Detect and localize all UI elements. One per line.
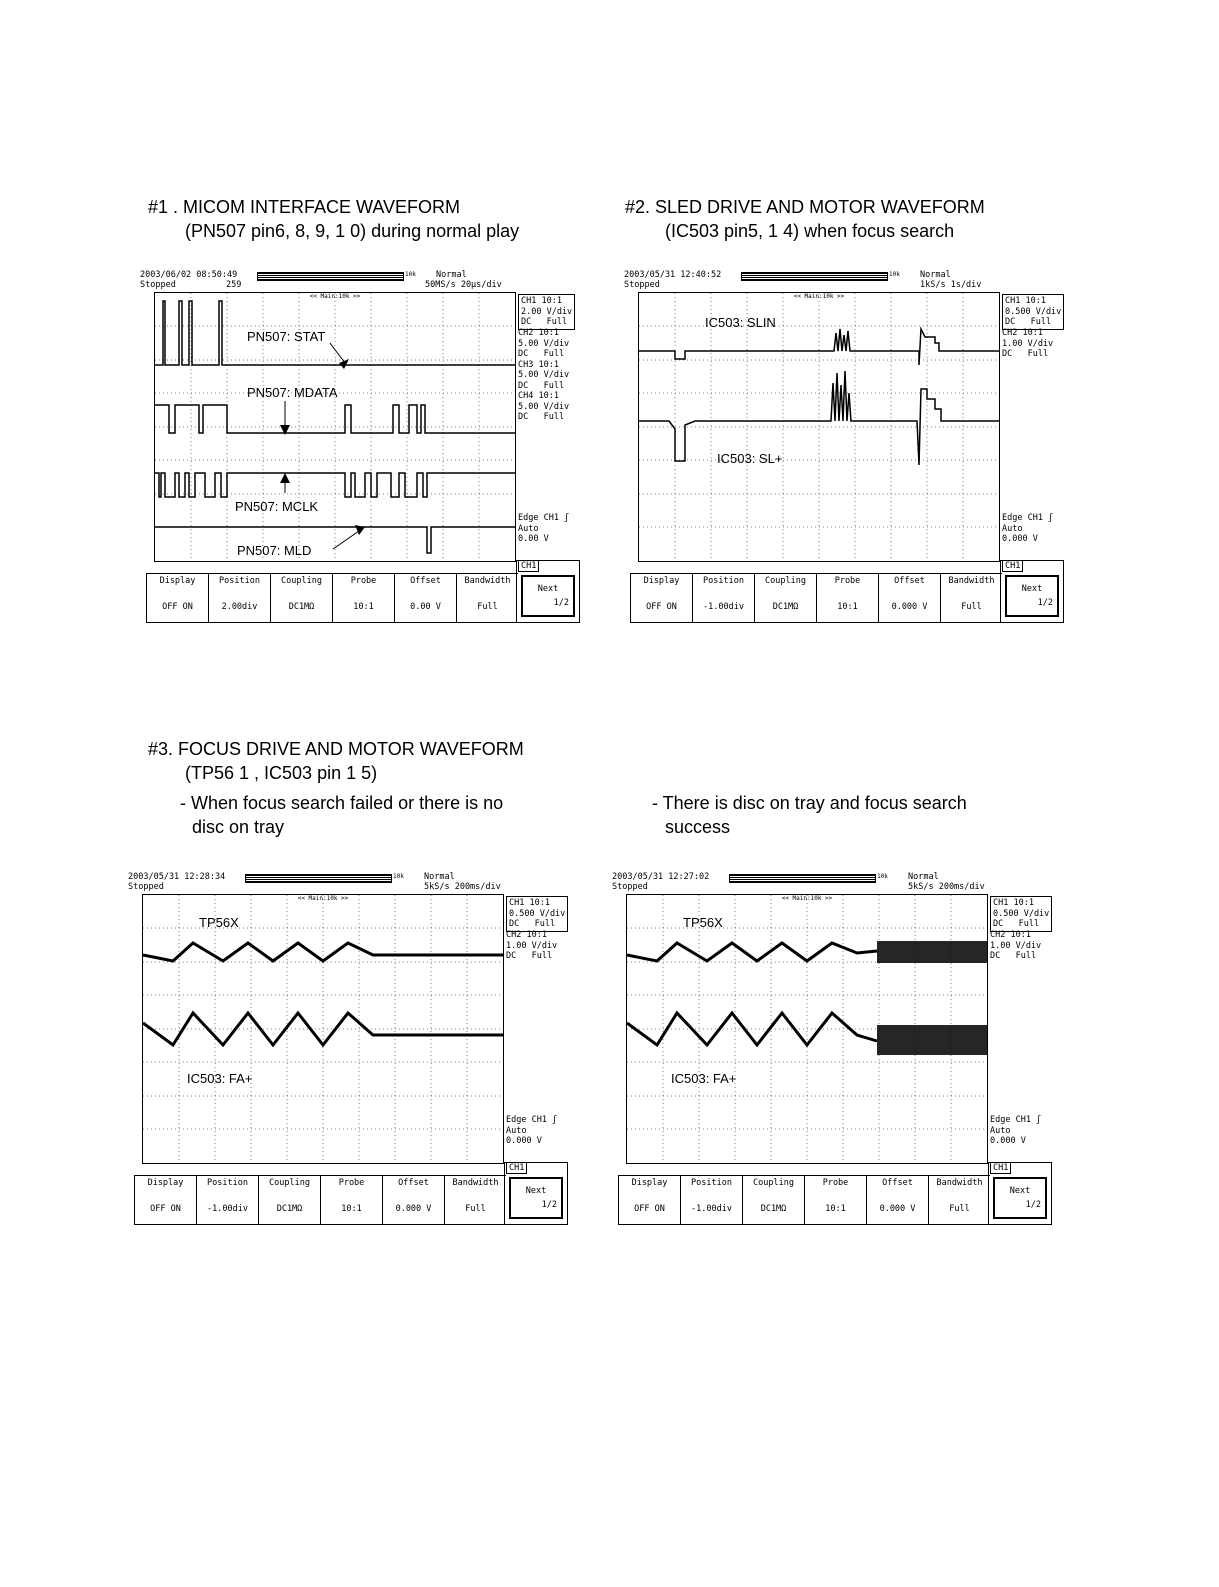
trigger-mode: Normal	[908, 872, 939, 882]
acq-status: Stopped	[624, 280, 660, 290]
softkey-title: Coupling	[281, 576, 322, 586]
memory-bar	[257, 272, 404, 281]
next-label: Next	[537, 584, 559, 594]
noise-band-ch2	[877, 1025, 987, 1055]
next-menu-button[interactable]	[1000, 560, 1064, 623]
softkey-coupling[interactable]	[742, 1176, 804, 1224]
softkey-row	[618, 1175, 990, 1225]
waveform-plot	[143, 895, 503, 1163]
waveform-plot	[639, 293, 999, 561]
softkey-value: -1.00div	[703, 602, 744, 612]
softkey-row	[134, 1175, 506, 1225]
softkey-title: Bandwidth	[948, 576, 995, 586]
ch1-settings: CH1 10:1 2.00 V/div DC Full	[518, 294, 575, 330]
trigger-settings: Edge CH1 ʃ Auto 0.000 V	[506, 1115, 558, 1146]
softkey-value: DC1MΩ	[760, 1204, 787, 1214]
waveform-grid	[626, 894, 988, 1164]
softkey-value: -1.00div	[207, 1204, 248, 1214]
memory-size: 10k	[393, 873, 404, 880]
softkey-title: Probe	[822, 1178, 849, 1188]
softkey-position[interactable]	[196, 1176, 258, 1224]
softkey-value: OFF ON	[162, 602, 193, 612]
softkey-title: Probe	[338, 1178, 365, 1188]
next-channel-tag: CH1	[506, 1162, 527, 1174]
scope-screenshot-3	[128, 872, 568, 1227]
softkey-probe[interactable]	[332, 574, 394, 622]
softkey-bandwidth[interactable]	[456, 574, 518, 622]
softkey-value: 10:1	[825, 1204, 846, 1214]
softkey-offset[interactable]	[878, 574, 940, 622]
next-label: Next	[1021, 584, 1043, 594]
softkey-value: 0.00 V	[410, 602, 441, 612]
softkey-display[interactable]	[134, 1176, 196, 1224]
softkey-title: Offset	[882, 1178, 913, 1188]
main-zoom-label: << Main:10k >>	[309, 293, 361, 300]
section-1-subtitle: (PN507 pin6, 8, 9, 1 0) during normal play	[185, 221, 520, 241]
trigger-settings: Edge CH1 ʃ Auto 0.00 V	[518, 513, 570, 544]
softkey-title: Position	[207, 1178, 248, 1188]
softkey-offset[interactable]	[866, 1176, 928, 1224]
scope-screenshot-1	[140, 270, 580, 625]
softkey-display[interactable]	[618, 1176, 680, 1224]
softkey-value: 2.00div	[221, 602, 258, 612]
softkey-value: Full	[949, 1204, 970, 1214]
ch1-settings: CH1 10:1 0.500 V/div DC Full	[506, 896, 568, 932]
section-3a-caption-line1: - When focus search failed or there is no	[180, 793, 504, 813]
softkey-probe[interactable]	[320, 1176, 382, 1224]
softkey-display[interactable]	[146, 574, 208, 622]
softkey-value: -1.00div	[691, 1204, 732, 1214]
timestamp: 2003/06/02 08:50:49	[140, 270, 238, 280]
waveform-grid	[154, 292, 516, 562]
softkey-row	[146, 573, 518, 623]
acq-count: 259	[226, 280, 242, 290]
softkey-title: Coupling	[269, 1178, 310, 1188]
trigger-settings: Edge CH1 ʃ Auto 0.000 V	[990, 1115, 1042, 1146]
sample-rate: 1kS/s 1s/div	[920, 280, 982, 290]
page-indicator: 1/2	[553, 598, 569, 608]
memory-size: 10k	[889, 271, 900, 278]
softkey-value: 0.000 V	[879, 1204, 916, 1214]
softkey-value: OFF ON	[150, 1204, 181, 1214]
section-3b-caption-line1: - There is disc on tray and focus search	[652, 793, 967, 813]
signal-label: PN507: MLD	[237, 543, 312, 558]
softkey-probe[interactable]	[804, 1176, 866, 1224]
softkey-position[interactable]	[208, 574, 270, 622]
softkey-value: 0.000 V	[891, 602, 928, 612]
softkey-value: 10:1	[837, 602, 858, 612]
sample-rate: 5kS/s 200ms/div	[908, 882, 985, 892]
main-zoom-label: << Main:10k >>	[297, 895, 349, 902]
next-menu-button[interactable]	[504, 1162, 568, 1225]
next-channel-tag: CH1	[1002, 560, 1023, 572]
signal-label: PN507: STAT	[247, 329, 326, 344]
sample-rate: 50MS/s 20μs/div	[425, 280, 502, 290]
next-channel-tag: CH1	[518, 560, 539, 572]
page-indicator: 1/2	[1025, 1200, 1041, 1210]
signal-label: TP56X	[683, 915, 723, 930]
softkey-row	[630, 573, 1002, 623]
trigger-mode: Normal	[436, 270, 467, 280]
timestamp: 2003/05/31 12:27:02	[612, 872, 710, 882]
softkey-value: Full	[465, 1204, 486, 1214]
softkey-title: Position	[691, 1178, 732, 1188]
waveform-grid	[142, 894, 504, 1164]
softkey-title: Display	[147, 1178, 184, 1188]
waveform-grid	[638, 292, 1000, 562]
softkey-title: Offset	[398, 1178, 429, 1188]
signal-label: IC503: SLIN	[705, 315, 776, 330]
softkey-title: Bandwidth	[452, 1178, 499, 1188]
signal-label: PN507: MDATA	[247, 385, 338, 400]
section-2-title: #2. SLED DRIVE AND MOTOR WAVEFORM	[625, 197, 985, 217]
channel-settings: CH2 10:1 1.00 V/div DC Full	[506, 930, 558, 961]
signal-label: TP56X	[199, 915, 239, 930]
softkey-title: Position	[703, 576, 744, 586]
softkey-bandwidth[interactable]	[928, 1176, 990, 1224]
next-channel-tag: CH1	[990, 1162, 1011, 1174]
signal-label: IC503: FA+	[187, 1071, 253, 1086]
softkey-title: Offset	[410, 576, 441, 586]
trace-slin	[639, 329, 999, 365]
softkey-title: Probe	[350, 576, 377, 586]
softkey-value: OFF ON	[646, 602, 677, 612]
section-2-subtitle: (IC503 pin5, 1 4) when focus search	[665, 221, 955, 241]
softkey-title: Display	[631, 1178, 668, 1188]
acq-status: Stopped	[140, 280, 176, 290]
softkey-position[interactable]	[680, 1176, 742, 1224]
softkey-title: Display	[643, 576, 680, 586]
softkey-title: Bandwidth	[464, 576, 511, 586]
softkey-position[interactable]	[692, 574, 754, 622]
page-indicator: 1/2	[1037, 598, 1053, 608]
memory-size: 10k	[405, 271, 416, 278]
softkey-title: Position	[219, 576, 260, 586]
signal-label: PN507: MCLK	[235, 499, 319, 514]
next-label: Next	[1009, 1186, 1031, 1196]
section-3-title: #3. FOCUS DRIVE AND MOTOR WAVEFORM	[148, 739, 524, 759]
memory-bar	[729, 874, 876, 883]
timestamp: 2003/05/31 12:28:34	[128, 872, 226, 882]
page-indicator: 1/2	[541, 1200, 557, 1210]
acq-status: Stopped	[128, 882, 164, 892]
softkey-value: DC1MΩ	[772, 602, 799, 612]
channel-settings: CH2 10:1 5.00 V/div DC Full CH3 10:1 5.00 V/div DC Full CH4 10:1 5.00 V/div DC Full	[518, 328, 570, 422]
noise-band-ch1	[877, 941, 987, 963]
softkey-offset[interactable]	[382, 1176, 444, 1224]
scope-screenshot-4	[612, 872, 1052, 1227]
softkey-coupling[interactable]	[754, 574, 816, 622]
softkey-value: 0.000 V	[395, 1204, 432, 1214]
memory-bar	[741, 272, 888, 281]
waveform-plot	[155, 293, 515, 561]
next-label: Next	[525, 1186, 547, 1196]
ch1-settings: CH1 10:1 0.500 V/div DC Full	[990, 896, 1052, 932]
softkey-value: OFF ON	[634, 1204, 665, 1214]
softkey-coupling[interactable]	[258, 1176, 320, 1224]
softkey-title: Display	[159, 576, 196, 586]
next-menu-button[interactable]	[988, 1162, 1052, 1225]
softkey-value: 10:1	[341, 1204, 362, 1214]
softkey-value: DC1MΩ	[276, 1204, 303, 1214]
softkey-title: Offset	[894, 576, 925, 586]
main-zoom-label: << Main:10k >>	[793, 293, 845, 300]
signal-label: IC503: SL+	[717, 451, 783, 466]
section-3b-caption-line2: success	[665, 817, 731, 837]
softkey-value: 10:1	[353, 602, 374, 612]
softkey-value: Full	[961, 602, 982, 612]
softkey-title: Probe	[834, 576, 861, 586]
next-menu-button[interactable]	[516, 560, 580, 623]
trigger-settings: Edge CH1 ʃ Auto 0.000 V	[1002, 513, 1054, 544]
softkey-offset[interactable]	[394, 574, 456, 622]
softkey-value: Full	[477, 602, 498, 612]
softkey-bandwidth[interactable]	[940, 574, 1002, 622]
trigger-mode: Normal	[920, 270, 951, 280]
trace-tp56x	[627, 943, 877, 961]
channel-settings: CH2 10:1 1.00 V/div DC Full	[990, 930, 1042, 961]
waveform-plot	[627, 895, 987, 1163]
memory-bar	[245, 874, 392, 883]
channel-settings: CH2 10:1 1.00 V/div DC Full	[1002, 328, 1054, 359]
softkey-value: DC1MΩ	[288, 602, 315, 612]
trigger-mode: Normal	[424, 872, 455, 882]
timestamp: 2003/05/31 12:40:52	[624, 270, 722, 280]
section-1-title: #1 . MICOM INTERFACE WAVEFORM	[148, 197, 461, 217]
main-zoom-label: << Main:10k >>	[781, 895, 833, 902]
signal-label: IC503: FA+	[671, 1071, 737, 1086]
acq-status: Stopped	[612, 882, 648, 892]
softkey-title: Bandwidth	[936, 1178, 983, 1188]
scope-screenshot-2	[624, 270, 1064, 625]
softkey-display[interactable]	[630, 574, 692, 622]
softkey-title: Coupling	[765, 576, 806, 586]
softkey-probe[interactable]	[816, 574, 878, 622]
memory-size: 10k	[877, 873, 888, 880]
ch1-settings: CH1 10:1 0.500 V/div DC Full	[1002, 294, 1064, 330]
section-3a-caption-line2: disc on tray	[192, 817, 285, 837]
softkey-bandwidth[interactable]	[444, 1176, 506, 1224]
softkey-coupling[interactable]	[270, 574, 332, 622]
sample-rate: 5kS/s 200ms/div	[424, 882, 501, 892]
softkey-title: Coupling	[753, 1178, 794, 1188]
section-3-subtitle: (TP56 1 , IC503 pin 1 5)	[185, 763, 378, 783]
